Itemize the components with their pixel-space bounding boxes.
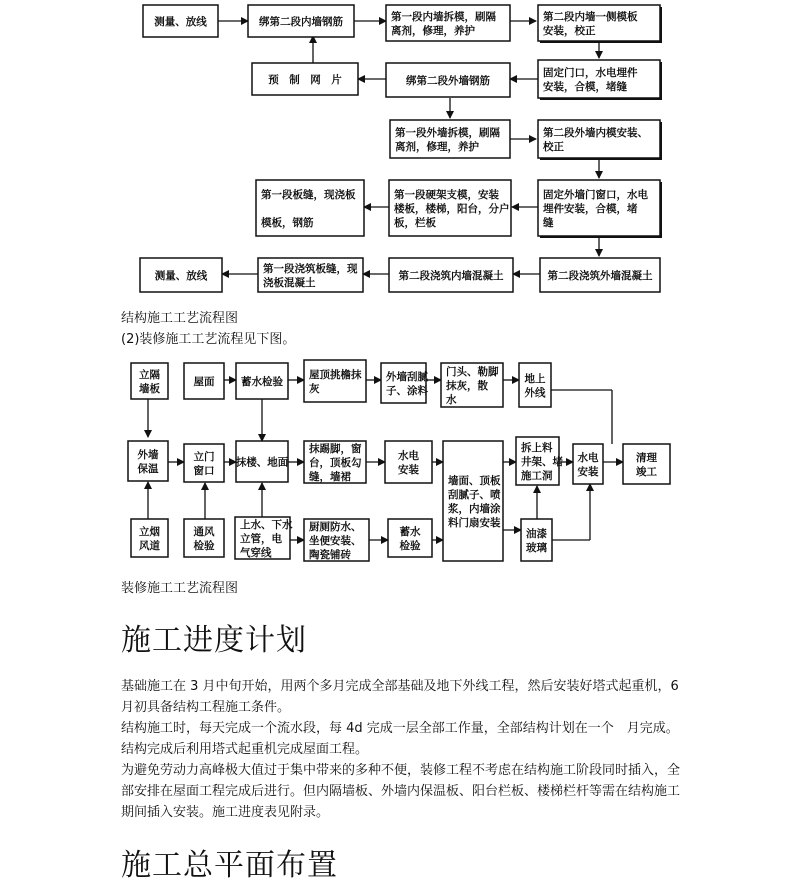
flow-box-text: 井架、堵 bbox=[521, 455, 563, 468]
flow-box-text: 浇板混凝土 bbox=[263, 276, 316, 289]
flow-box-text: 埋件安装，合模，堵 bbox=[543, 202, 638, 215]
flow-box-text: 板，栏板 bbox=[394, 216, 436, 229]
flow-box-a1 bbox=[143, 5, 218, 37]
flow-box-q6 bbox=[443, 441, 503, 561]
flow-box-text: 立隔 bbox=[139, 368, 160, 381]
flow-box-text: 第一段板缝，现浇板 bbox=[261, 188, 356, 201]
flow-box-text: 子、涂料 bbox=[386, 384, 428, 397]
flow-box-p4 bbox=[304, 360, 366, 402]
flow-box-text: 缝，墙裙 bbox=[309, 470, 351, 483]
flow-box-text: 玻璃 bbox=[526, 541, 547, 554]
flow-box-text: 通风 bbox=[193, 525, 215, 538]
flow-box-text: 离剂，修理，养护 bbox=[395, 140, 479, 153]
flow-box-text: 测量、放线 bbox=[154, 269, 208, 282]
flow-box-text: 模板，钢筋 bbox=[261, 216, 314, 229]
flowchart1-caption: 结构施工工艺流程图 bbox=[121, 311, 239, 326]
flow-box-e1 bbox=[140, 258, 222, 292]
flow-box-q3 bbox=[235, 441, 289, 482]
flow-box-text: 台，顶板勾 bbox=[309, 456, 362, 469]
flow-box-e2 bbox=[258, 258, 363, 292]
flow-box-r1 bbox=[131, 519, 168, 557]
flow-box-text: 检验 bbox=[193, 539, 215, 552]
flow-box-text: 固定外墙门窗口，水电 bbox=[543, 188, 648, 201]
flow-box-p7 bbox=[519, 363, 551, 407]
flow-box-p2 bbox=[184, 363, 224, 399]
flow-box-text: 离剂，修理，养护 bbox=[391, 24, 475, 37]
flow-box-text: 清理 bbox=[636, 451, 657, 464]
flow-box-text: 第二段浇筑内墙混凝土 bbox=[398, 269, 504, 282]
flow-box-text: 第二段内墙一侧模板 bbox=[543, 10, 638, 23]
section-heading-schedule: 施工进度计划 bbox=[121, 623, 307, 658]
flow-box-d2 bbox=[389, 180, 511, 236]
flow-box-d1 bbox=[256, 180, 364, 236]
flow-box-text: 坐便安装、 bbox=[309, 534, 362, 547]
flow-box-text: 水电 bbox=[577, 451, 599, 464]
flow-box-text: 缝 bbox=[543, 216, 554, 229]
flow-box-q9 bbox=[623, 444, 670, 484]
flow-box-text: 外墙刮腻 bbox=[386, 370, 428, 383]
flow-box-text: 气穿线 bbox=[240, 546, 272, 559]
flow-box-text: 墙板 bbox=[139, 382, 160, 395]
flow-box-text: 墙面、顶板 bbox=[448, 474, 501, 487]
paragraph-structure: 结构施工时，每天完成一个流水段，每 4d 完成一层全部工作量，全部结构计划在一个 月完成。结构完成后利用塔式起重机完成屋面工程。 bbox=[121, 721, 679, 757]
flow-box-text: 陶瓷铺砖 bbox=[309, 548, 351, 561]
flow-box-text: 风道 bbox=[139, 539, 160, 552]
flow-box-q4 bbox=[304, 441, 366, 483]
flow-box-p1 bbox=[131, 363, 168, 399]
flow-box-text: 抹踢脚，窗 bbox=[309, 442, 362, 455]
flow-box-text: 刮腻子、喷 bbox=[448, 488, 501, 501]
flow-box-r4 bbox=[304, 519, 369, 561]
flow-box-text: 楼板，楼梯，阳台，分户 bbox=[394, 202, 510, 215]
flow-box-p3 bbox=[236, 363, 288, 399]
section-heading-site-plan: 施工总平面布置 bbox=[121, 848, 338, 883]
flow-box-text: 外墙 bbox=[137, 448, 159, 461]
flow-box-text: 第一段浇筑板缝，现 bbox=[263, 262, 358, 275]
flow-box-d3 bbox=[538, 180, 662, 238]
flow-box-text: 安装 bbox=[577, 465, 599, 478]
flow-box-text: 安装，校正 bbox=[543, 24, 596, 37]
flow-box-text: 灰 bbox=[309, 382, 320, 395]
flow-box-a2 bbox=[248, 5, 354, 37]
flow-box-text: 第一段内墙拆模，刷隔 bbox=[391, 10, 496, 23]
flow-box-text: 料门扇安装 bbox=[448, 516, 501, 529]
flow-box-a4 bbox=[538, 5, 662, 43]
flow-box-text: 预 制 网 片 bbox=[268, 73, 342, 86]
flow-box-text: 第二段外墙内模安装、 bbox=[543, 126, 648, 139]
flowchart1-boxes bbox=[140, 5, 662, 292]
flow-box-q7 bbox=[516, 437, 563, 485]
flow-box-r2 bbox=[184, 519, 224, 557]
flow-box-text: 上水、下水 bbox=[240, 518, 293, 531]
flow-box-r3 bbox=[235, 517, 293, 559]
flow-box-b1 bbox=[252, 63, 358, 95]
flow-box-text: 固定门口，水电埋件 bbox=[543, 66, 638, 79]
flow-box-text: 测量、放线 bbox=[154, 15, 207, 28]
flow-box-text: 校正 bbox=[543, 140, 564, 153]
flow-box-text: 施工洞 bbox=[521, 469, 553, 482]
flow-box-text: 厨厕防水、 bbox=[309, 520, 362, 533]
flow-box-e3 bbox=[389, 258, 513, 292]
flow-box-text: 水 bbox=[446, 393, 457, 406]
flow-box-text: 蓄水 bbox=[399, 525, 421, 538]
flow-box-text: 地上 bbox=[524, 372, 546, 385]
flow-box-q5 bbox=[385, 441, 432, 483]
flow-box-r5 bbox=[388, 519, 432, 557]
flow-box-text: 油漆 bbox=[526, 527, 547, 540]
flow-box-b2 bbox=[386, 63, 510, 97]
flow-box-c2 bbox=[538, 120, 662, 160]
paragraph-foundation: 基础施工在 3 月中旬开始，用两个多月完成全部基础及地下外线工程，然后安装好塔式起重机，6 月初具备结构工程施工条件。 bbox=[121, 679, 679, 715]
flow-box-text: 绑第二段外墙钢筋 bbox=[406, 74, 490, 87]
flow-box-q2 bbox=[184, 444, 224, 482]
flow-box-q8 bbox=[573, 444, 603, 484]
flow-box-text: 立烟 bbox=[139, 525, 160, 538]
flow-box-text: 第一段外墙拆模，刷隔 bbox=[395, 126, 500, 139]
flow-box-text: 竣工 bbox=[636, 465, 657, 478]
flow-box-a3 bbox=[386, 5, 510, 41]
flowchart2-caption: 装修施工工艺流程图 bbox=[121, 581, 239, 596]
paragraph-finishing: 为避免劳动力高峰极大值过于集中带来的多种不便，装修工程不考虑在结构施工阶段同时插入，全部安排在屋面工程完成后进行。但内隔墙板、外墙内保温板、阳台栏板、楼梯栏杆等需在结构施工期间插入安装。施工进度表见附录。 bbox=[121, 763, 681, 820]
flow-box-text: 保温 bbox=[137, 462, 159, 475]
flow-box-text: 门头、勒脚 bbox=[446, 365, 499, 378]
flow-box-text: 抹楼、地面 bbox=[235, 456, 289, 469]
flow-box-text: 第一段硬架支模，安装 bbox=[394, 188, 499, 201]
flow-box-text: 蓄水检验 bbox=[241, 375, 283, 388]
flow-box-text: 浆，内墙涂 bbox=[448, 502, 501, 515]
flow-box-q1 bbox=[128, 441, 168, 481]
flow-box-r6 bbox=[521, 519, 552, 561]
flow-box-text: 屋顶挑檐抹 bbox=[309, 368, 362, 381]
flow-box-text: 立门 bbox=[193, 450, 215, 463]
flow-box-b3 bbox=[538, 60, 662, 100]
flow-box-text: 水电 bbox=[398, 449, 419, 462]
flow-box-text: 抹灰，散 bbox=[446, 379, 488, 392]
flow-box-text: 立管，电 bbox=[240, 532, 282, 545]
flow-box-p6 bbox=[441, 363, 503, 407]
flow-box-c1 bbox=[390, 120, 510, 158]
flow-box-text: 安装 bbox=[398, 463, 419, 476]
flow-box-text: 窗口 bbox=[193, 464, 215, 477]
flow-box-text: 安装，合模，堵缝 bbox=[543, 80, 627, 93]
flow-box-text: 检验 bbox=[399, 539, 421, 552]
flow-box-text: 第二段浇筑外墙混凝土 bbox=[547, 269, 653, 282]
flow-box-p5 bbox=[381, 363, 428, 403]
flow-box-text: 拆上料 bbox=[521, 441, 553, 454]
flow-box-text: 绑第二段内墙钢筋 bbox=[259, 15, 343, 28]
flow-box-e4 bbox=[540, 258, 660, 292]
flow-box-text: 外线 bbox=[524, 386, 546, 399]
flowchart2-intro: (2)装修施工工艺流程见下图。 bbox=[121, 332, 296, 347]
flow-box-text: 屋面 bbox=[193, 375, 215, 388]
